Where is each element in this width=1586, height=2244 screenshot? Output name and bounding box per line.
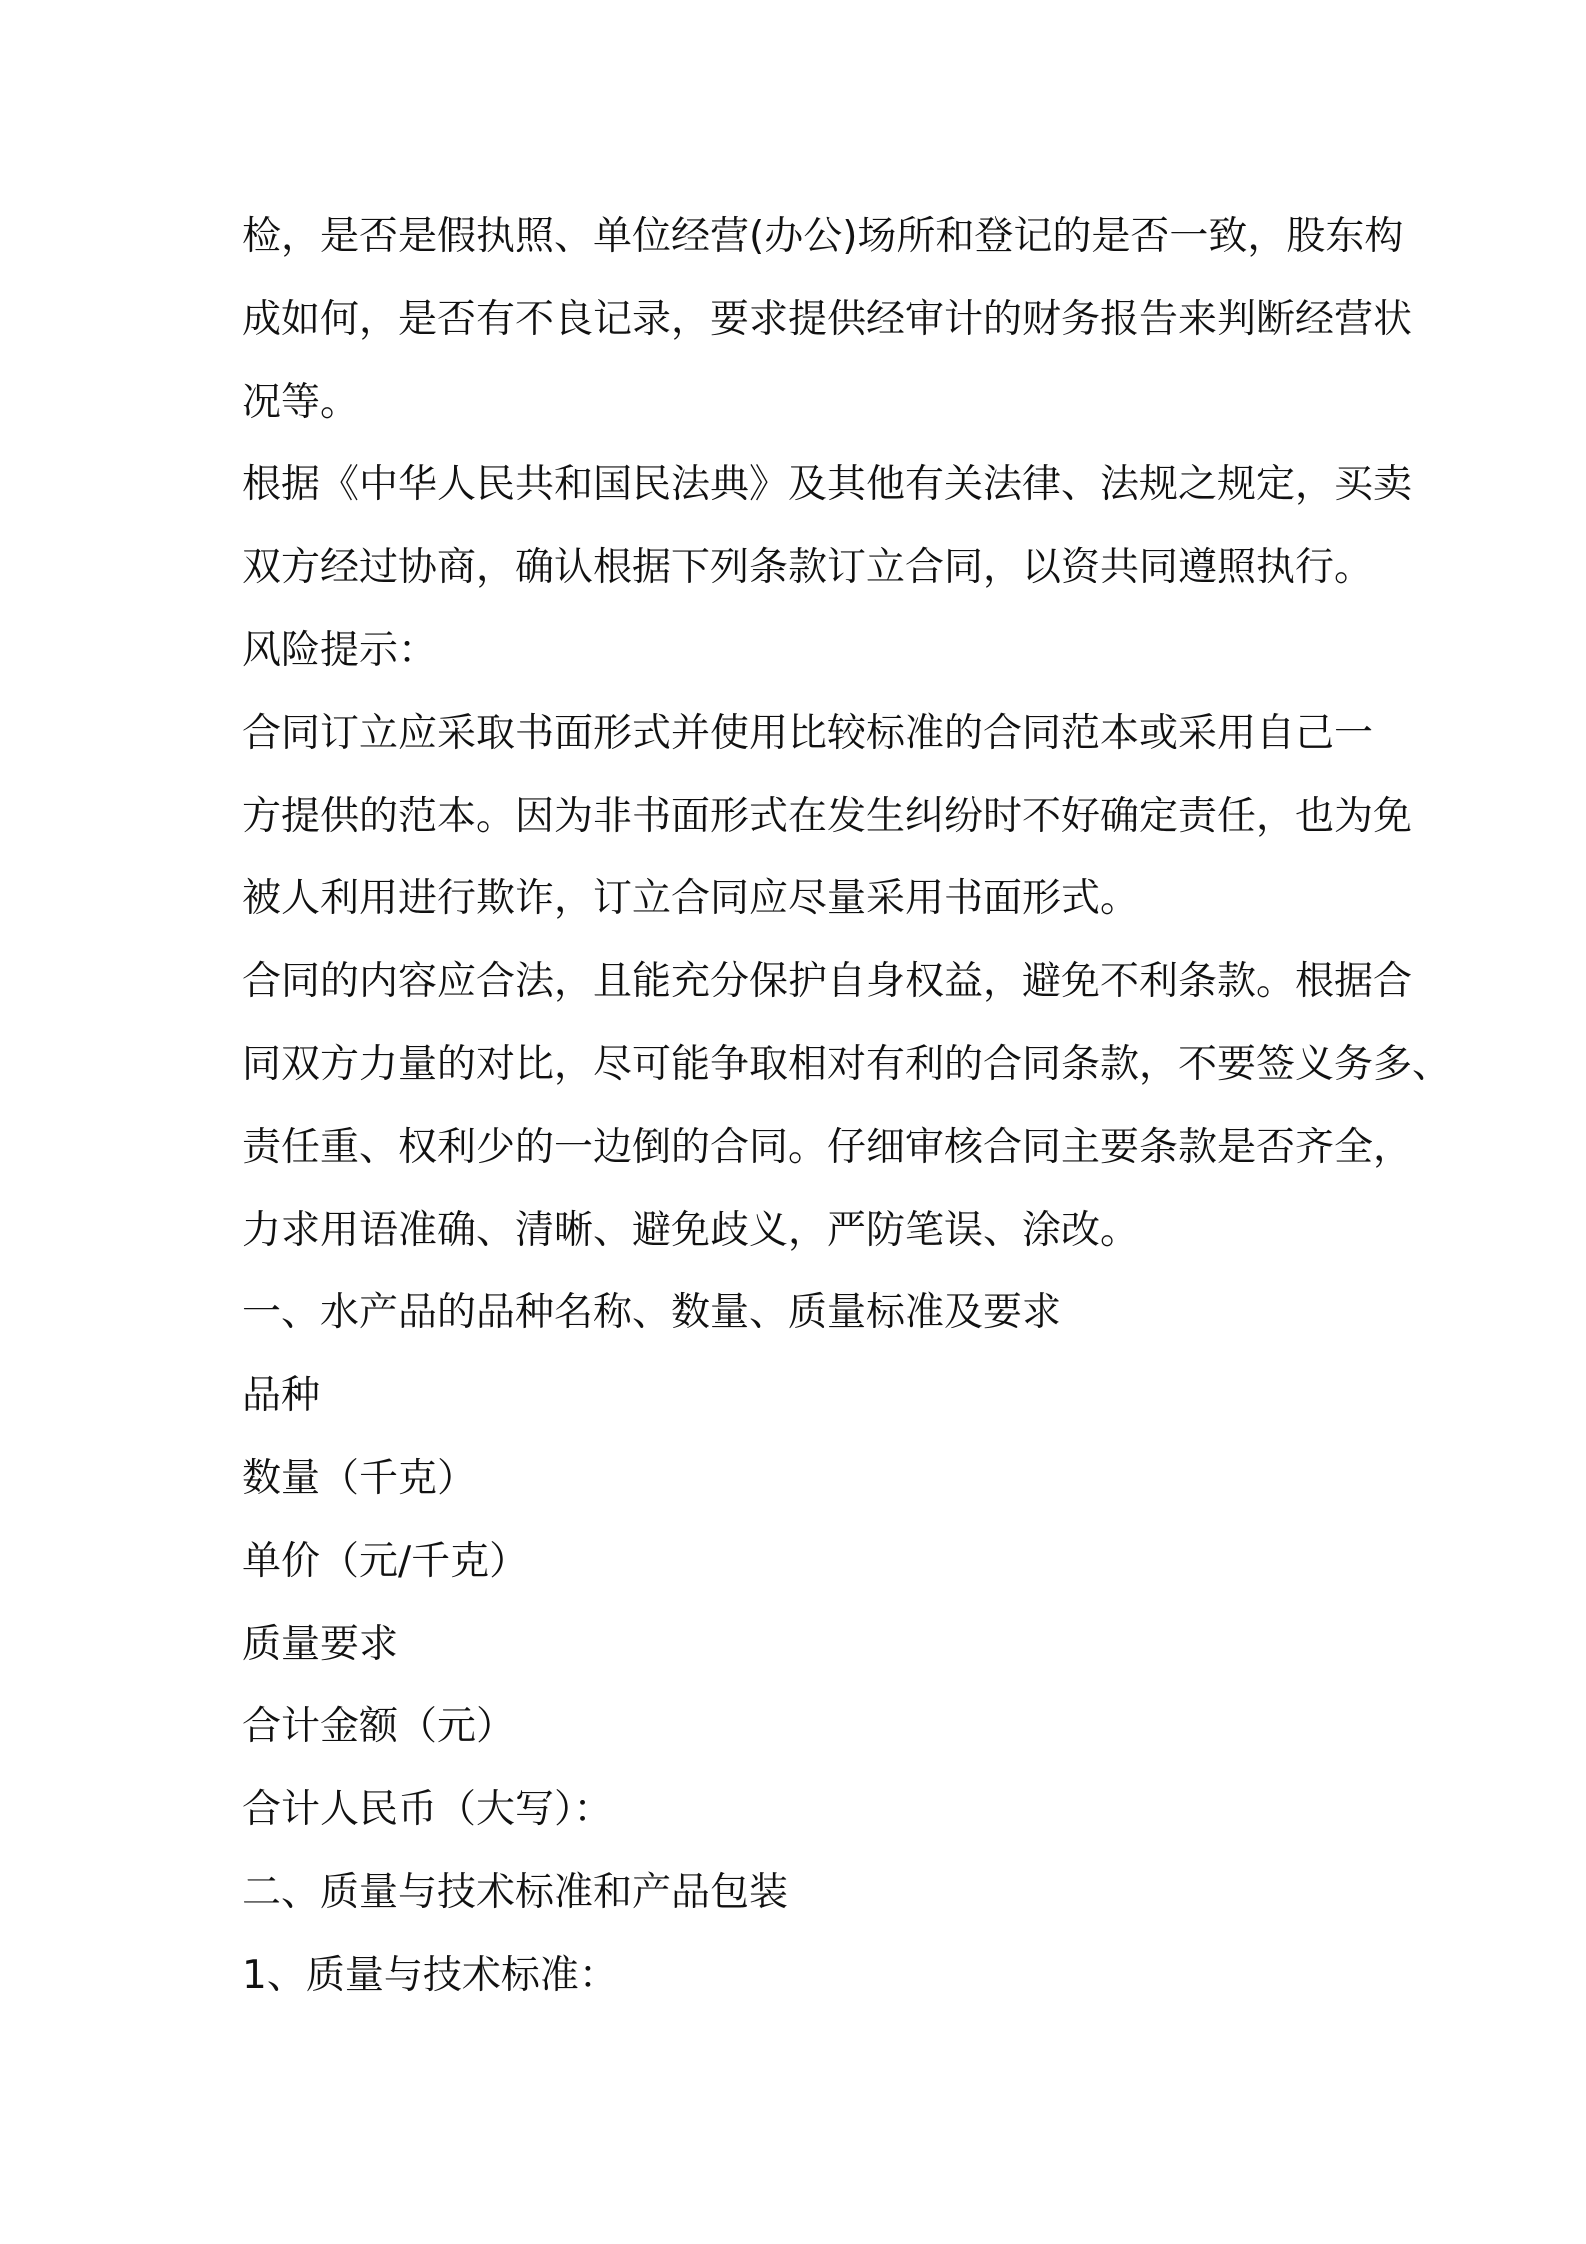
- text-line: 数量（千克）: [242, 1455, 477, 1501]
- field-total-amount: [242, 1686, 1357, 1769]
- text-line: 责任重、权利少的一边倒的合同。仔细审核合同主要条款是否齐全，: [242, 1124, 1413, 1170]
- text-line: 同双方力量的对比，尽可能争取相对有利的合同条款，不要签义务多、: [242, 1041, 1452, 1087]
- text-line: 合同订立应采取书面形式并使用比较标准的合同范本或采用自己一: [242, 710, 1374, 756]
- risk-warning-heading: [242, 610, 1357, 693]
- text-line: 1、质量与技术标准：: [242, 1952, 618, 1998]
- text-line: 品种: [242, 1373, 321, 1419]
- field-quality-requirement: [242, 1604, 1357, 1687]
- field-total-rmb-uppercase: [242, 1769, 1357, 1852]
- text-line: 成如何，是否有不良记录，要求提供经审计的财务报告来判断经营状: [242, 296, 1413, 342]
- document-body: [242, 196, 1452, 2018]
- text-line: 被人利用进行欺诈，订立合同应尽量采用书面形式。: [242, 876, 1140, 922]
- field-quantity: [242, 1438, 1357, 1521]
- text-line: 力求用语准确、清晰、避免歧义，严防笔误、涂改。: [242, 1207, 1140, 1253]
- text-line: 合计金额（元）: [242, 1704, 516, 1750]
- text-line: 风险提示：: [242, 627, 438, 673]
- text-line: 一、水产品的品种名称、数量、质量标准及要求: [242, 1290, 1062, 1336]
- subsection-heading-quality-standard: [242, 1935, 1357, 2018]
- text-line: 双方经过协商，确认根据下列条款订立合同，以资共同遵照执行。: [242, 545, 1374, 591]
- text-line: 合同的内容应合法，且能充分保护自身权益，避免不利条款。根据合: [242, 959, 1413, 1005]
- paragraph-verification: [242, 196, 1413, 444]
- paragraph-contract-content: [242, 941, 1452, 1272]
- text-line: 况等。: [242, 379, 360, 425]
- text-line: 单价（元/千克）: [242, 1538, 529, 1584]
- text-line: 质量要求: [242, 1621, 399, 1667]
- field-variety: [242, 1355, 1357, 1438]
- section-heading-1: [242, 1272, 1357, 1355]
- section-heading-2: [242, 1852, 1357, 1935]
- text-line: 合计人民币（大写）：: [242, 1787, 613, 1833]
- text-line: 根据《中华人民共和国民法典》及其他有关法律、法规之规定，买卖: [242, 462, 1413, 508]
- paragraph-written-form: [242, 693, 1413, 941]
- paragraph-legal-basis: [242, 444, 1413, 610]
- text-line: 二、质量与技术标准和产品包装: [242, 1869, 789, 1915]
- text-line: 检，是否是假执照、单位经营(办公)场所和登记的是否一致，股东构: [242, 214, 1404, 259]
- field-unit-price: [242, 1521, 1357, 1604]
- text-line: 方提供的范本。因为非书面形式在发生纠纷时不好确定责任，也为免: [242, 793, 1413, 839]
